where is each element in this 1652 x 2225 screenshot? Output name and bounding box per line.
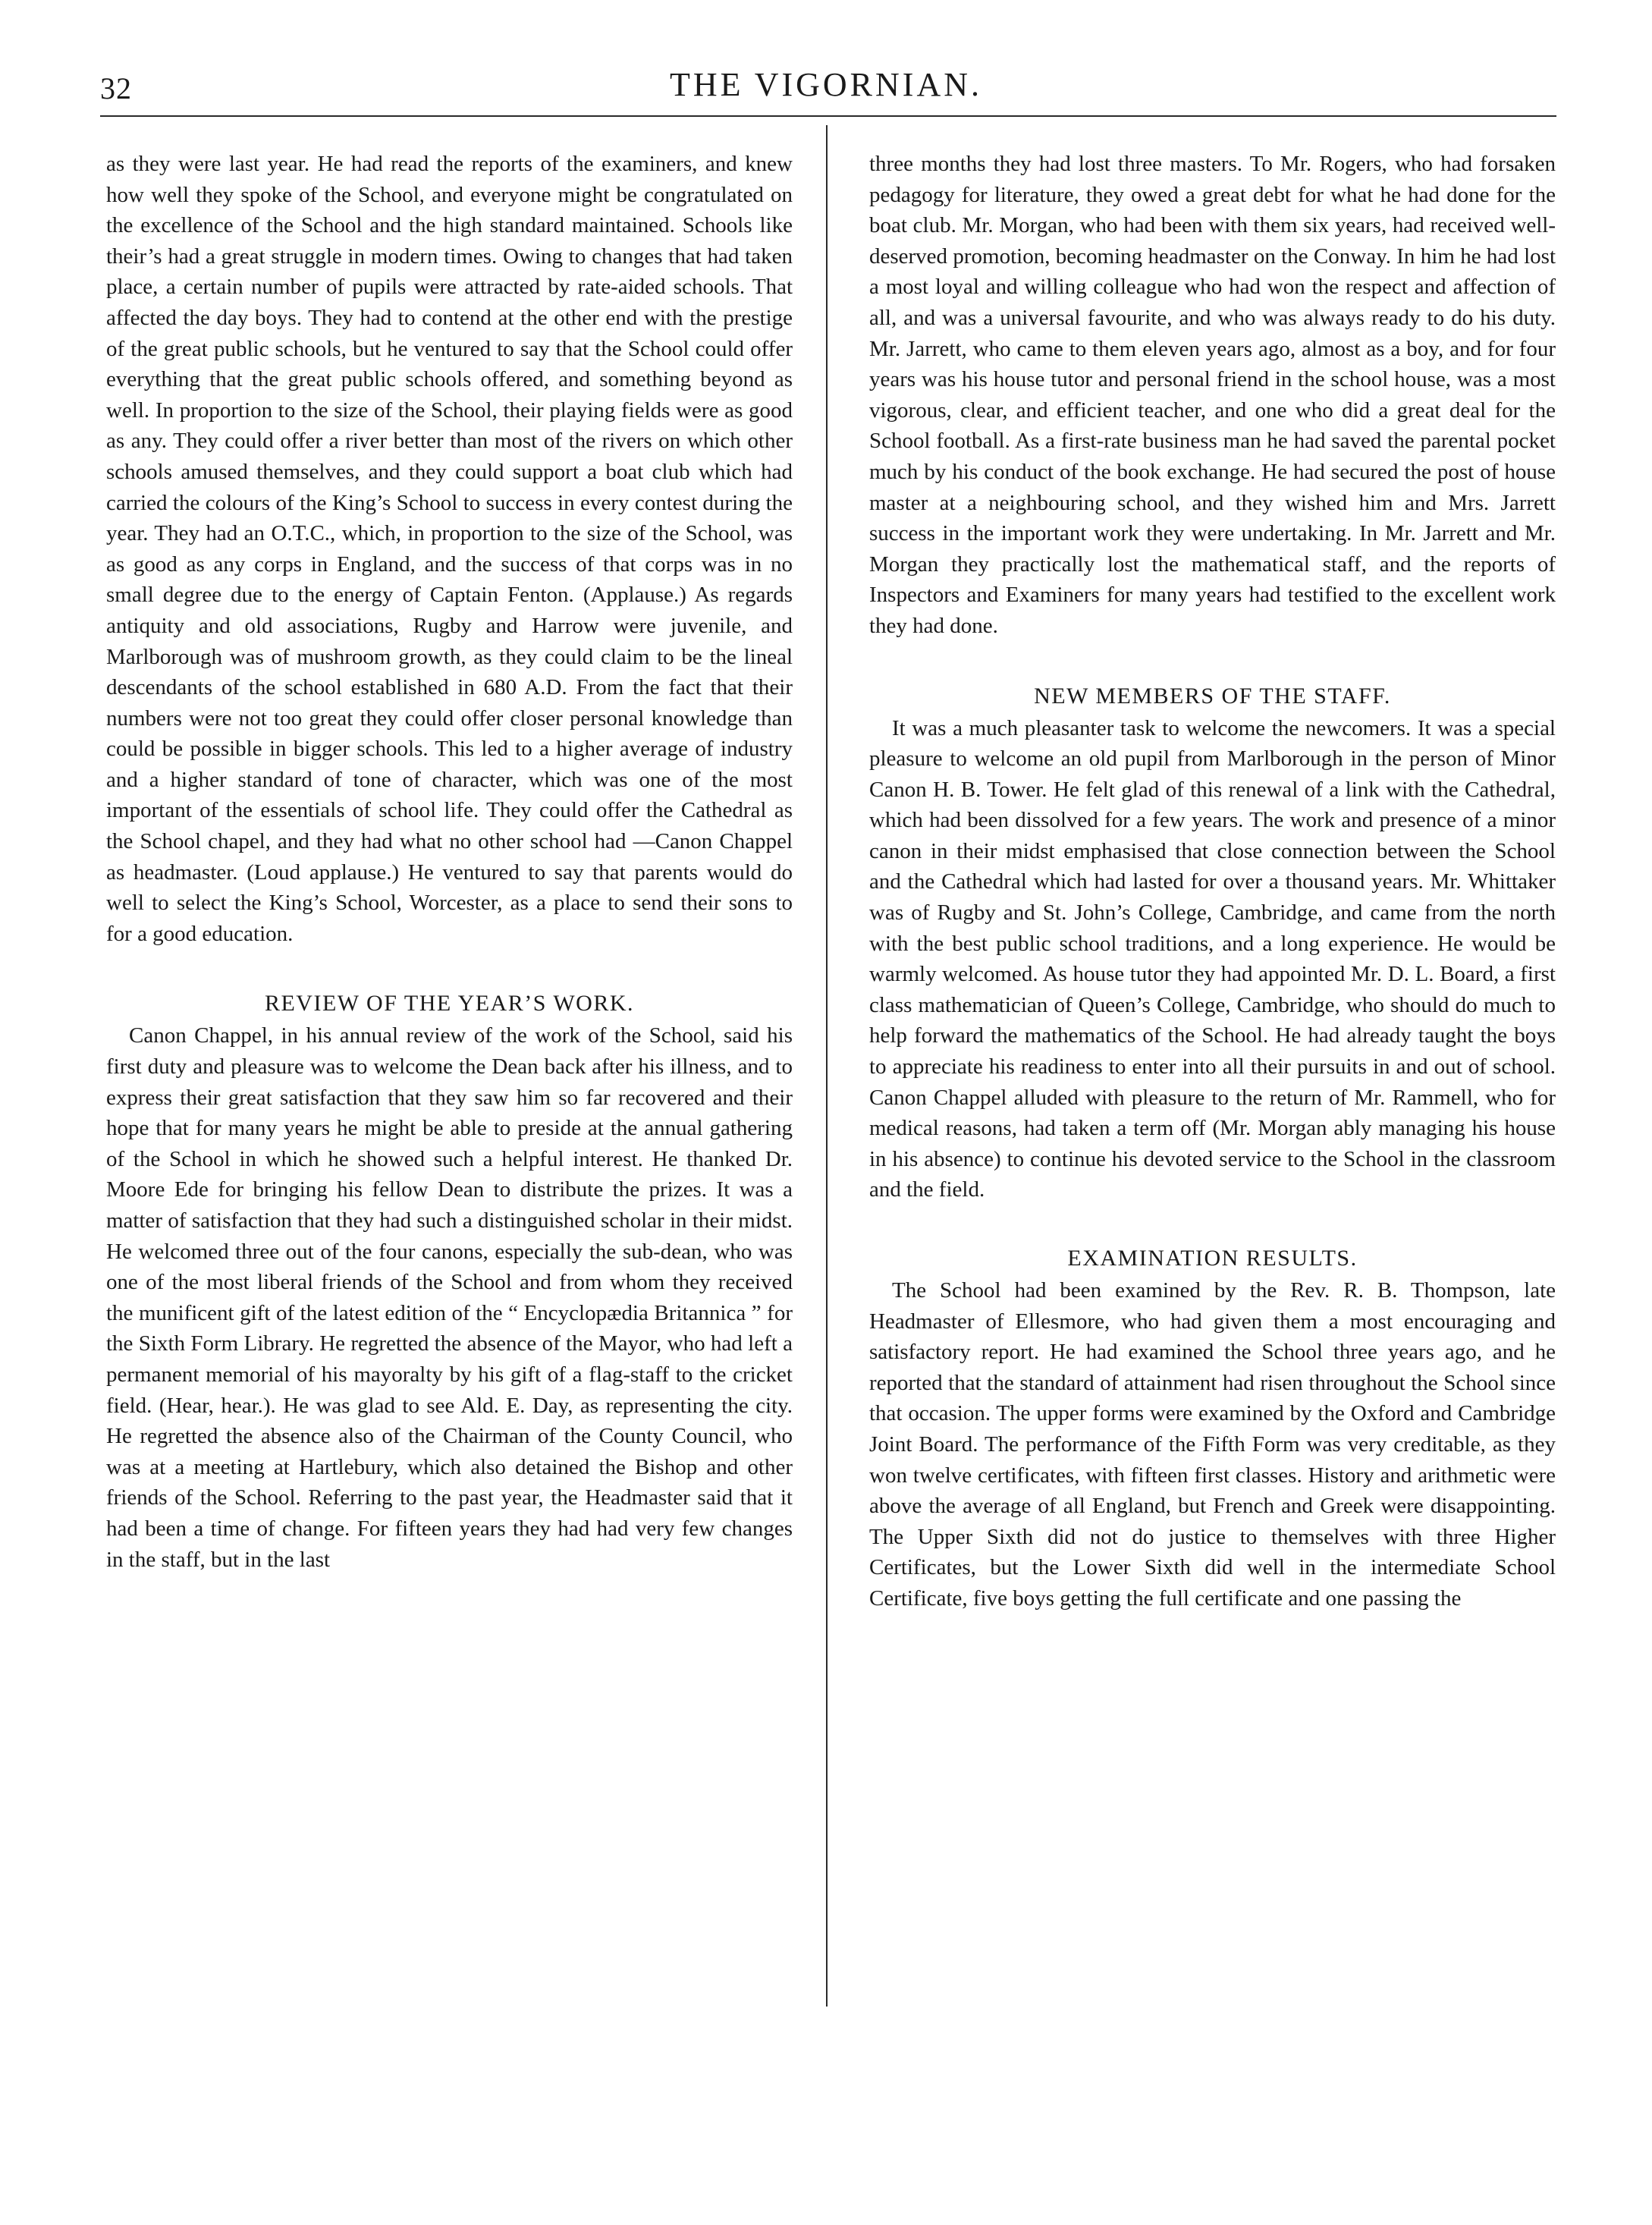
staff-paragraph: It was a much pleasanter task to welcome the newcomers. It was a special pleasure to welcome an old pupil from Marlborough in the person of Minor Canon H. B. Tower. He felt glad of this renewal of a link with the Cathedral, which had been dissolved for a few years. The work and presence of a minor canon in their midst emphasised that close connection between the School and the Cathedral which had lasted for over a thousand years. Mr. Whittaker was of Rugby and St. John’s College, Cambridge, and came from the north with the best public school traditions, and a long experience. He would be warmly welcomed. As house tutor they had appointed Mr. D. L. Board, a first class mathematician of Queen’s College, Cambridge, who should do much to help forward the mathematics of the School. He had already taught the boys to appreciate his readiness to enter into all their pursuits in and out of school. Canon Chappel alluded with pleasure to the return of Mr. Rammell, who for medical reasons, had taken a term off (Mr. Morgan ably managing his house in his absence) to continue his devoted service to the School in the classroom and the field. xyxy=(869,715,1556,1202)
left-column xyxy=(106,149,793,1575)
right-column xyxy=(869,149,1556,1614)
right-continued-paragraph: three months they had lost three masters. To Mr. Rogers, who had forsaken pedagogy for literature, they owed a great debt for what he had done for the boat club. Mr. Morgan, who had been with them six years, had received well-deserved promotion, becoming headmaster on the Conway. In him he had lost a most loyal and willing colleague who had won the respect and affection of all, and was a universal favourite, and who was always ready to do his duty. Mr. Jarrett, who came to them eleven years ago, almost as a boy, and for four years was his house tutor and personal friend in the school house, was a most vigorous, clear, and efficient teacher, and one who did a great deal for the School football. As a first-rate business man he had saved the parental pocket much by his conduct of the book exchange. He had secured the post of house master at a neighbouring school, and they wished him and Mrs. Jarrett success in the important work they were undertaking. In Mr. Jarrett and Mr. Morgan they practically lost the mathematical staff, and the reports of Inspectors and Examiners for many years had testified to the excellent work they had done. xyxy=(869,152,1556,638)
header-rule xyxy=(100,115,1556,117)
left-continued-paragraph: as they were last year. He had read the reports of the examiners, and knew how well they spoke of the School, and everyone might be congratulated on the excellence of the School and the high standard maintained. Schools like their’s had a great struggle in modern times. Owing to changes that had taken place, a certain number of pupils were attracted by rate-aided schools. That affected the day boys. They had to contend at the other end with the prestige of the great public schools, but he ventured to say that the School could offer everything that the great public schools offered, and something beyond as well. In proportion to the size of the School, their playing fields were as good as any. They could offer a river better than most of the rivers on which other schools amused themselves, and they could support a boat club which had carried the colours of the King’s School to success in every contest during the year. They had an O.T.C., which, in proportion to the size of the School, was as good as any corps in England, and the success of that corps was in no small degree due to the energy of Captain Fenton. (Applause.) As regards antiquity and old associations, Rugby and Harrow were juvenile, and Marlborough was of mushroom growth, as they could claim to be the lineal descendants of the school established in 680 A.D. From the fact that their numbers were not too great they could offer closer personal knowledge than could be possible in bigger schools. This led to a higher average of industry and a higher standard of tone of character, which was one of the most important of the essentials of school life. They could offer the Cathedral as the School chapel, and they had what no other school had —Canon Chappel as headmaster. (Loud applause.) He ventured to say that parents would do well to select the King’s School, Worcester, as a place to send their sons to for a good education. xyxy=(106,152,793,946)
running-head-title: THE VIGORNIAN. xyxy=(669,66,983,103)
exam-paragraph: The School had been examined by the Rev. R. B. Thompson, late Headmaster of Ellesmore, who had given them a most encouraging and satisfactory report. He had examined the School three years ago, and he reported that the standard of attainment had risen throughout the School since that occasion. The upper forms were examined by the Oxford and Cambridge Joint Board. The performance of the Fifth Form was very creditable, as they won twelve certificates, with fifteen first classes. History and arithmetic were above the average of all England, but French and Greek were disappointing. The Upper Sixth did not do justice to themselves with three Higher Certificates, but the Lower Sixth did well in the intermediate School Certificate, five boys getting the full certificate and one passing the xyxy=(869,1278,1556,1611)
exam-heading: EXAMINATION RESULTS. xyxy=(1067,1246,1358,1271)
staff-heading: NEW MEMBERS OF THE STAFF. xyxy=(1034,683,1391,709)
page-number: 32 xyxy=(100,71,132,105)
review-heading: REVIEW OF THE YEAR’S WORK. xyxy=(264,991,635,1017)
review-paragraph: Canon Chappel, in his annual review of the work of the School, said his first duty and pleasure was to welcome the Dean back after his illness, and to express their great satisfaction that they saw him so far recovered and their hope that for many years he might be able to preside at the annual gathering of the School in which he showed such a helpful interest. He thanked Dr. Moore Ede for bringing his fellow Dean to distribute the prizes. It was a matter of satisfaction that they had such a distinguished scholar in their midst. He welcomed three out of the four canons, especially the sub-dean, who was one of the most liberal friends of the School and from whom they received the munificent gift of the latest edition of the “ Encyclopædia Britannica ” for the Sixth Form Library. He regretted the absence of the Mayor, who had left a permanent memorial of his mayoralty by his gift of a flag-staff to the cricket field. (Hear, hear.). He was glad to see Ald. E. Day, as representing the city. He regretted the absence also of the Chairman of the County Council, who was at a meeting at Hartlebury, which also detained the Bishop and other friends of the School. Referring to the past year, the Headmaster said that it had been a time of change. For fifteen years they had had very few changes in the staff, but in the last xyxy=(106,1023,793,1572)
column-divider xyxy=(826,125,828,2007)
